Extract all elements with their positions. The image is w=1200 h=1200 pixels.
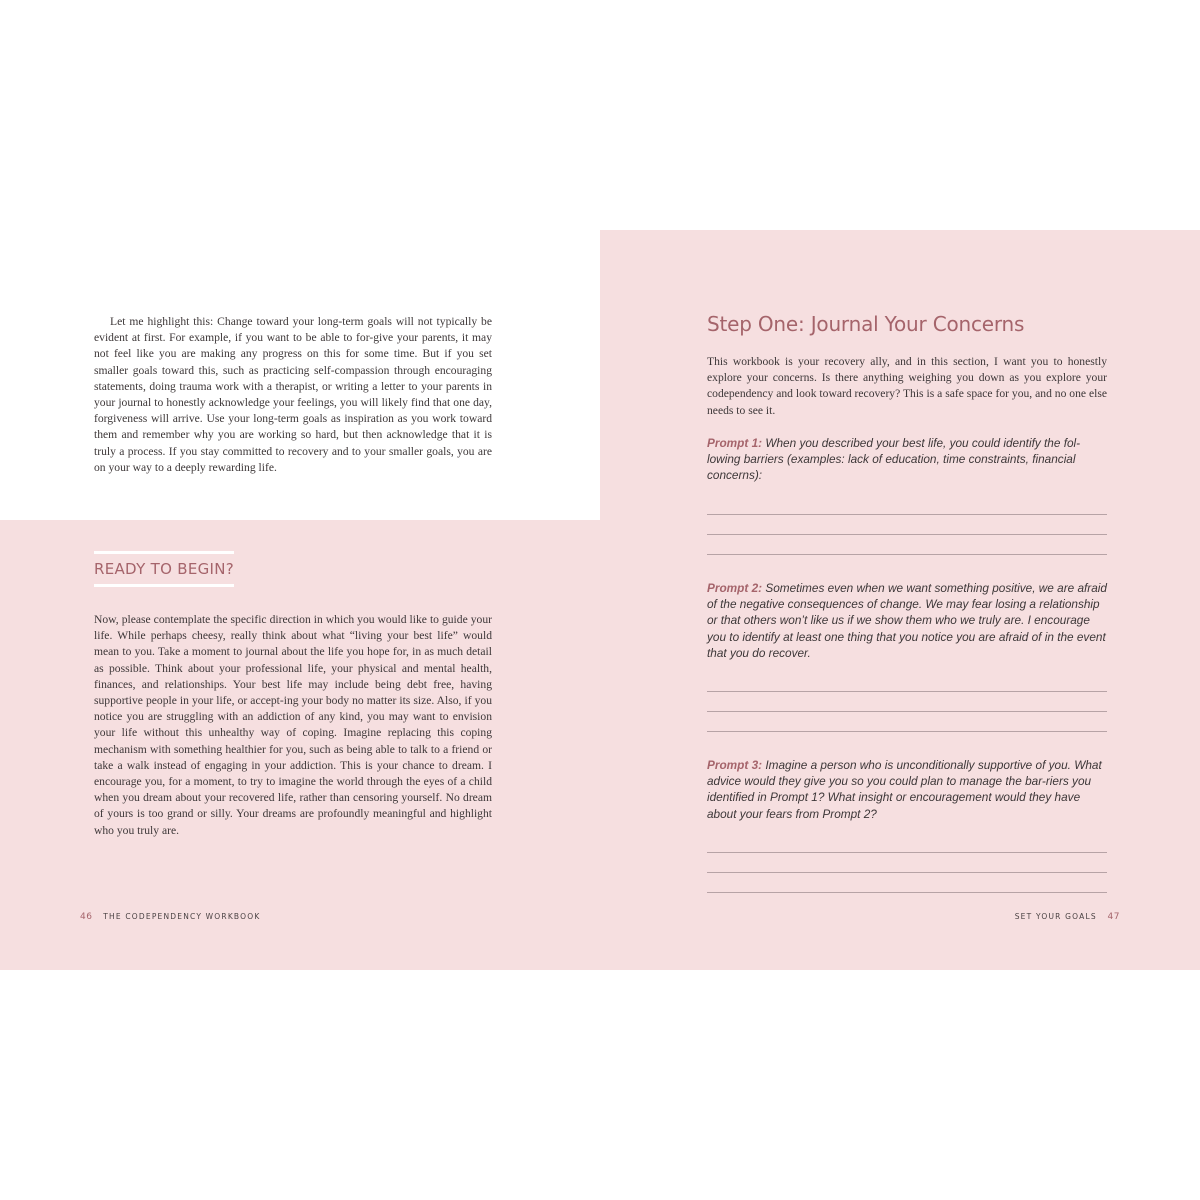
- intro-paragraph: Let me highlight this: Change toward your long-term goals will not typically be evident at first. For example, if you want to be able to for-give your parents, it may not feel like you are making any progress on this for some time. But if you set smaller goals toward this, such as practicing self-compassion through encouraging statements, doing trauma work with a therapist, or writing a letter to your parents in your journal to honestly acknowledge your feelings, you will likely find that one day, forgiveness will arrive. Use your long-term goals as inspiration as you work toward them and remember why you are working so hard, but then acknowledge that it is truly a process. If you stay committed to recovery and to your smaller goals, you are on your way to a deeply rewarding life.: [94, 315, 492, 474]
- intro-text: This workbook is your recovery ally, and in this section, I want you to honestly explore your concerns. Is there anything weighing you down as you explore your codependency and look toward recovery? This is a safe space for you, and no one else needs to see it.: [707, 355, 1107, 417]
- prompt-label: Prompt 3:: [707, 758, 763, 772]
- prompt-3: [707, 757, 1107, 822]
- prompt-text: Sometimes even when we want something positive, we are afraid of the negative consequences of change. We may fear losing a relationship or that others won’t like us if we show them who we truly are. I encourage you to identify at least one thing that you notice you are afraid of in the event that you do recover.: [707, 581, 1107, 660]
- section-heading: READY TO BEGIN?: [94, 551, 234, 587]
- prompt-text: When you described your best life, you could identify the fol-lowing barriers (examples: lack of education, time constraints, financial concerns):: [707, 436, 1081, 483]
- section-paragraph: Now, please contemplate the specific direction in which you would like to guide your life. While perhaps cheesy, really think about what “living your best life” would mean to you. Take a moment to journal about the life you hope for, in as much detail as possible. Think about your professional life, your physical and mental health, finances, and relationships. Your best life may include being debt free, having supportive people in your life, or accept-ing your body no matter its size. Also, if you notice you are struggling with an addiction of any kind, you may want to envision your life without this unhealthy way of coping. Imagine replacing this coping mechanism with something healthier for you, such as being able to talk to a friend or take a walk instead of engaging in your addiction. This is your chance to dream. I encourage you, for a moment, to try to imagine the world through the eyes of a child when you dream about your recovered life, rather than censoring yourself. No dream of yours is too grand or silly. Your dreams are profoundly meaningful and highlight who you truly are.: [94, 613, 492, 837]
- writing-line: [707, 514, 1107, 515]
- prompt-label: Prompt 2:: [707, 581, 763, 595]
- writing-line: [707, 691, 1107, 692]
- prompt-label: Prompt 1:: [707, 436, 763, 450]
- writing-line: [707, 892, 1107, 893]
- writing-line: [707, 711, 1107, 712]
- right-page-footer: [1015, 912, 1120, 922]
- left-running-head: THE CODEPENDENCY WORKBOOK: [103, 912, 261, 921]
- writing-line: [707, 872, 1107, 873]
- prompt-2: [707, 580, 1107, 661]
- right-page-number: 47: [1107, 912, 1120, 922]
- left-page-number: 46: [80, 912, 93, 922]
- page-title: Step One: Journal Your Concerns: [707, 312, 1025, 336]
- prompt-1: [707, 435, 1107, 484]
- writing-line: [707, 852, 1107, 853]
- writing-line: [707, 731, 1107, 732]
- right-running-head: SET YOUR GOALS: [1014, 912, 1097, 921]
- writing-line: [707, 534, 1107, 535]
- writing-line: [707, 554, 1107, 555]
- left-page-footer: [80, 912, 260, 922]
- prompt-text: Imagine a person who is unconditionally supportive of you. What advice would they give you so you could plan to manage the bar-riers you identified in Prompt 1? What insight or encouragement would they have about your fears from Prompt 2?: [707, 758, 1102, 821]
